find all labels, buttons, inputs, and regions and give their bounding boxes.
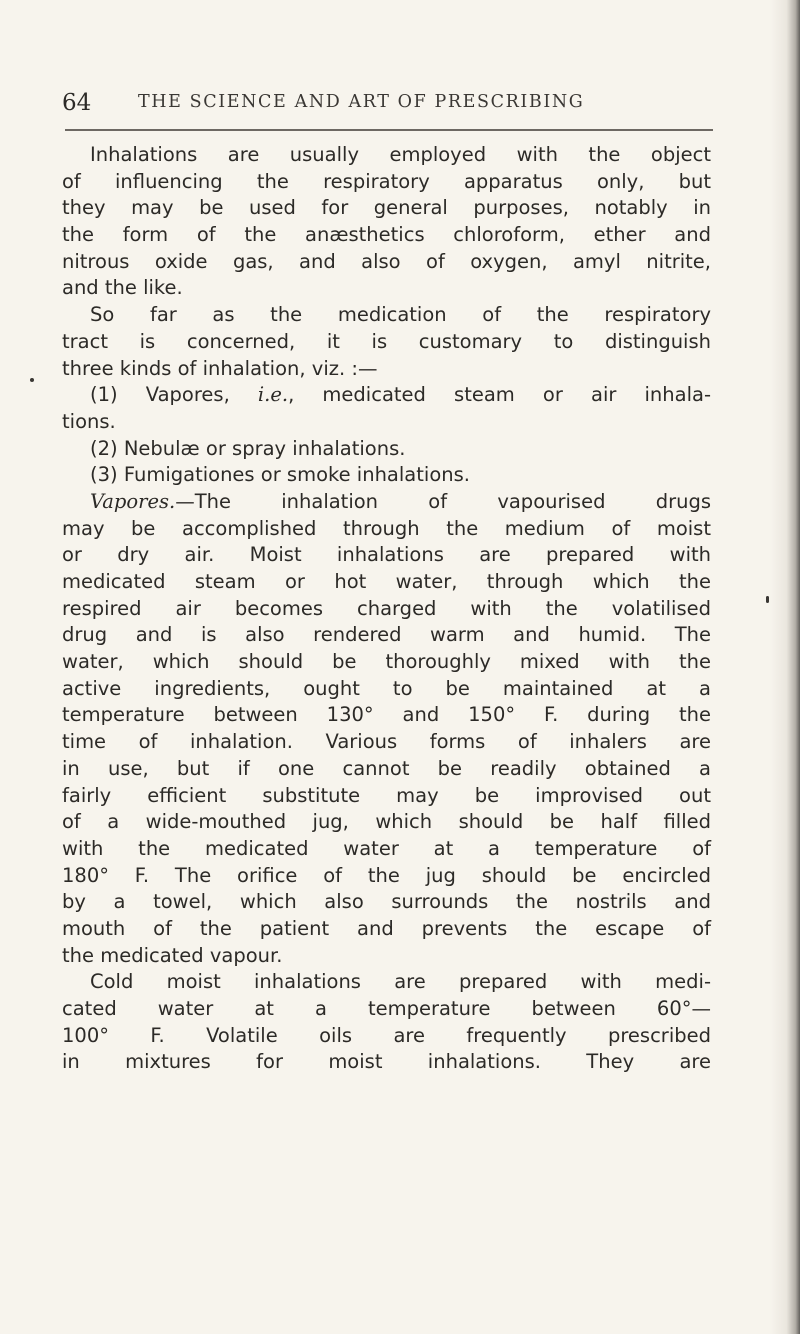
text-line: three kinds of inhalation, viz. :— [62, 356, 378, 380]
text-segment: , medicated steam or air inhala- [288, 383, 712, 407]
text-line: tions. [62, 409, 116, 433]
text-line: the form of the anæsthetics chloroform, ether and [62, 223, 711, 247]
text-line: temperature between 130° and 150° F. during the [62, 703, 711, 727]
text-line: Cold moist inhalations are prepared with medi- [90, 970, 711, 994]
text-line: of a wide-mouthed jug, which should be half filled [62, 810, 711, 834]
text-line: medicated steam or hot water, through which the [62, 570, 711, 593]
body-text [62, 142, 711, 1076]
italic-text: i.e. [257, 383, 289, 407]
text-line [62, 489, 711, 516]
text-line: with the medicated water at a temperature of [62, 836, 711, 860]
text-line: (2) Nebulæ or spray inhalations. [90, 436, 406, 460]
text-segment: (1) Vapores, [90, 383, 258, 407]
text-line: of influencing the respiratory apparatus only, but [62, 169, 711, 193]
header-rule [65, 129, 713, 131]
text-line: time of inhalation. Various forms of inhalers are [62, 730, 711, 754]
text-line: 100° F. Volatile oils are frequently prescribed [62, 1023, 711, 1047]
page-header [62, 90, 722, 130]
text-line: respired air becomes charged with the volatilised [62, 596, 711, 620]
text-segment: —The inhalation of vapourised drugs [175, 489, 711, 513]
text-line: in mixtures for moist inhalations. They are [62, 1050, 711, 1074]
text-line: 180° F. The orifice of the jug should be encircled [62, 863, 711, 887]
text-line: So far as the medication of the respiratory [90, 303, 711, 327]
text-line: drug and is also rendered warm and humid. The [62, 623, 711, 647]
text-line: in use, but if one cannot be readily obtained a [62, 756, 711, 780]
text-line: or dry air. Moist inhalations are prepared with [62, 543, 711, 567]
text-line: may be accomplished through the medium of moist [62, 516, 711, 540]
text-line: tract is concerned, it is customary to distinguish [62, 329, 711, 353]
text-line: by a towel, which also surrounds the nostrils and [62, 890, 711, 914]
ink-mark [30, 378, 34, 382]
text-line: water, which should be thoroughly mixed with the [62, 650, 711, 674]
italic-text: Vapores. [90, 489, 176, 513]
page-edge-shadow [770, 0, 800, 1334]
text-line: cated water at a temperature between 60°— [62, 997, 711, 1020]
running-head: THE SCIENCE AND ART OF PRESCRIBING [138, 92, 585, 112]
text-line: and the like. [62, 276, 183, 300]
text-line: they may be used for general purposes, notably in [62, 196, 711, 220]
text-line: (3) Fumigationes or smoke inhalations. [90, 463, 470, 487]
text-line: fairly efficient substitute may be improvised out [62, 783, 711, 807]
page-number: 64 [62, 90, 92, 116]
text-line: Inhalations are usually employed with the object [90, 143, 711, 166]
text-line [62, 382, 711, 409]
ink-mark [766, 596, 769, 603]
text-line: nitrous oxide gas, and also of oxygen, amyl nitrite, [62, 249, 711, 273]
text-line: active ingredients, ought to be maintained at a [62, 676, 711, 700]
text-line: the medicated vapour. [62, 943, 283, 967]
text-line: mouth of the patient and prevents the escape of [62, 916, 711, 940]
